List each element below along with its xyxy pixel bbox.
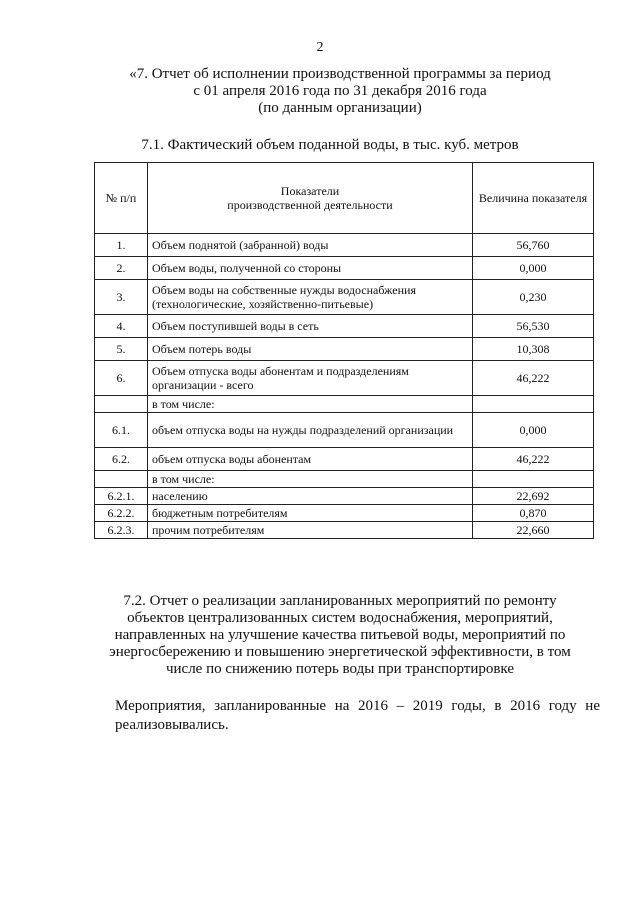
row-name: объем отпуска воды абонентам xyxy=(148,448,473,471)
header-indicator xyxy=(148,163,473,234)
table-row xyxy=(95,471,594,488)
row-value: 46,222 xyxy=(473,448,594,471)
row-value: 0,000 xyxy=(473,257,594,280)
table-row xyxy=(95,413,594,448)
row-num: 6.2.3. xyxy=(95,522,148,539)
row-name: Объем поступившей воды в сеть xyxy=(148,315,473,338)
row-num: 6. xyxy=(95,361,148,396)
table-row xyxy=(95,488,594,505)
row-name: Объем воды на собственные нужды водоснабжения (технологические, хозяйственно-питьевые) xyxy=(148,280,473,315)
section-2-line-4: энергосбережению и повышению энергетической эффективности, в том xyxy=(109,644,571,660)
row-name: Объем отпуска воды абонентам и подразделениям организации - всего xyxy=(148,361,473,396)
table-row xyxy=(95,280,594,315)
row-value: 56,760 xyxy=(473,234,594,257)
row-num: 1. xyxy=(95,234,148,257)
table-row xyxy=(95,522,594,539)
row-num: 2. xyxy=(95,257,148,280)
table-row xyxy=(95,361,594,396)
row-value: 0,230 xyxy=(473,280,594,315)
table-header-row xyxy=(95,163,594,234)
water-volume-table xyxy=(94,162,594,539)
row-num: 6.2.2. xyxy=(95,505,148,522)
row-value xyxy=(473,396,594,413)
row-value: 46,222 xyxy=(473,361,594,396)
header-indicator-line-2: производственной деятельности xyxy=(227,198,393,212)
row-value: 0,870 xyxy=(473,505,594,522)
header-indicator-line-1: Показатели xyxy=(280,184,340,198)
row-name: населению xyxy=(148,488,473,505)
table-row xyxy=(95,396,594,413)
row-num: 6.2.1. xyxy=(95,488,148,505)
row-num: 4. xyxy=(95,315,148,338)
section-2-line-5: числе по снижению потерь воды при транспортировке xyxy=(165,661,515,677)
heading-line-3: (по данным организации) xyxy=(258,100,422,116)
row-value: 10,308 xyxy=(473,338,594,361)
row-name: в том числе: xyxy=(148,471,473,488)
row-num xyxy=(95,396,148,413)
section-2-line-1: 7.2. Отчет о реализации запланированных мероприятий по ремонту xyxy=(123,593,557,609)
row-num: 3. xyxy=(95,280,148,315)
row-name: Объем воды, полученной со стороны xyxy=(148,257,473,280)
row-name: прочим потребителям xyxy=(148,522,473,539)
section-2-line-2: объектов централизованных систем водоснабжения, мероприятий, xyxy=(127,610,553,626)
heading-line-1: «7. Отчет об исполнении производственной программы за период xyxy=(129,66,551,82)
header-num: № п/п xyxy=(95,163,148,234)
row-num: 5. xyxy=(95,338,148,361)
heading-line-2: с 01 апреля 2016 года по 31 декабря 2016 года xyxy=(193,83,487,99)
section-2-heading xyxy=(80,593,600,678)
header-value: Величина показателя xyxy=(473,163,594,234)
table-title: 7.1. Фактический объем поданной воды, в тыс. куб. метров xyxy=(141,137,519,153)
row-value: 0,000 xyxy=(473,413,594,448)
table-row xyxy=(95,234,594,257)
row-value: 22,660 xyxy=(473,522,594,539)
row-name: бюджетным потребителям xyxy=(148,505,473,522)
row-num: 6.1. xyxy=(95,413,148,448)
table-row xyxy=(95,448,594,471)
report-heading xyxy=(80,66,600,117)
row-num xyxy=(95,471,148,488)
section-2-line-3: направленных на улучшение качества питьевой воды, мероприятий по xyxy=(114,627,566,643)
table-row xyxy=(95,257,594,280)
row-num: 6.2. xyxy=(95,448,148,471)
table-row xyxy=(95,315,594,338)
row-value xyxy=(473,471,594,488)
closing-paragraph: Мероприятия, запланированные на 2016 – 2019 годы, в 2016 году не реализовывались. xyxy=(115,698,600,733)
row-value: 56,530 xyxy=(473,315,594,338)
row-name: объем отпуска воды на нужды подразделений организации xyxy=(148,413,473,448)
page-number: 2 xyxy=(316,40,324,55)
table-row xyxy=(95,338,594,361)
row-name: Объем поднятой (забранной) воды xyxy=(148,234,473,257)
table-row xyxy=(95,505,594,522)
row-value: 22,692 xyxy=(473,488,594,505)
row-name: Объем потерь воды xyxy=(148,338,473,361)
row-name: в том числе: xyxy=(148,396,473,413)
